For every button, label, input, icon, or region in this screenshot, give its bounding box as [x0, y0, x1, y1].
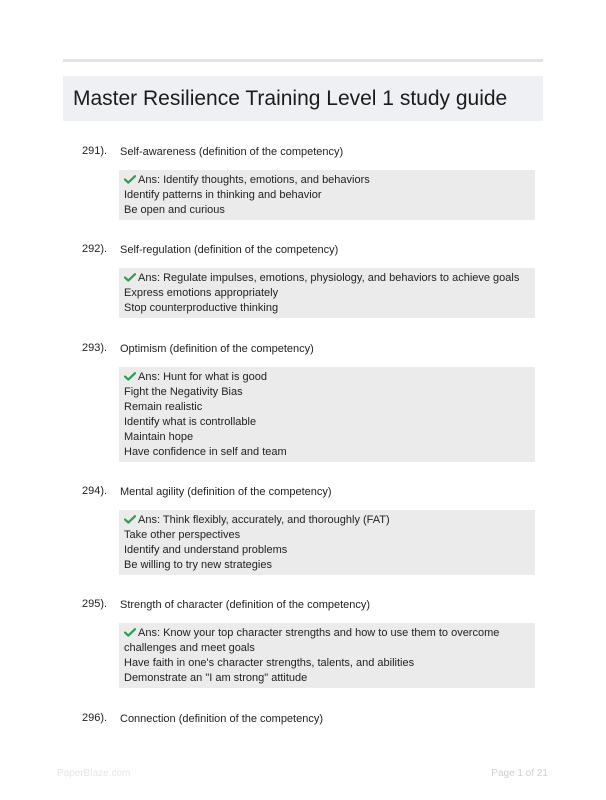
answer-prefix: Ans:: [138, 371, 164, 383]
title-bar: [63, 76, 543, 121]
answer-line: Stop counterproductive thinking: [124, 302, 279, 314]
answer-box: [119, 367, 535, 462]
page-title: Master Resilience Training Level 1 study guide: [73, 86, 508, 110]
question-text: Self-regulation (definition of the competency): [120, 244, 339, 256]
answer-box: [119, 170, 535, 220]
answer-line: Fight the Negativity Bias: [124, 386, 243, 398]
check-icon: [124, 273, 136, 282]
answer-text: Identify thoughts, emotions, and behaviors: [163, 174, 370, 186]
question-number: 292).: [82, 243, 108, 255]
answer-line: Maintain hope: [124, 431, 194, 443]
answer-box: [119, 268, 535, 318]
answer-line: Remain realistic: [124, 401, 203, 413]
question-number: 293).: [82, 342, 108, 354]
answer-line: Identify what is controllable: [124, 416, 257, 428]
question-number: 295).: [82, 598, 108, 610]
answer-text: Know your top character strengths and how to use them to overcome: [163, 627, 500, 639]
answer-line: Be open and curious: [124, 204, 225, 216]
answer-line: Have faith in one's character strengths, talents, and abilities: [124, 657, 415, 669]
answer-line: [124, 173, 535, 188]
question-number: 296).: [82, 712, 108, 724]
check-icon: [124, 628, 136, 637]
check-icon: [124, 372, 136, 381]
question-text: Self-awareness (definition of the competency): [120, 146, 344, 158]
answer-line: Demonstrate an "I am strong" attitude: [124, 672, 308, 684]
answer-text: Hunt for what is good: [163, 371, 268, 383]
question-number: 294).: [82, 485, 108, 497]
question-text: Optimism (definition of the competency): [120, 343, 314, 355]
answer-line: [124, 513, 535, 528]
question-number: 291).: [82, 145, 108, 157]
answer-box: [119, 510, 535, 575]
answer-line: Identify patterns in thinking and behavior: [124, 189, 322, 201]
check-icon: [124, 175, 136, 184]
top-divider: [63, 59, 543, 62]
answer-prefix: Ans:: [138, 174, 164, 186]
answer-line: Express emotions appropriately: [124, 287, 279, 299]
answer-line: [124, 271, 535, 286]
answer-box: [119, 623, 535, 688]
answer-text: Regulate impulses, emotions, physiology, and behaviors to achieve goals: [163, 272, 520, 284]
answer-line: Identify and understand problems: [124, 544, 288, 556]
answer-line: [124, 626, 535, 641]
question-text: Strength of character (definition of the competency): [120, 599, 371, 611]
answer-line: Have confidence in self and team: [124, 446, 287, 458]
answer-prefix: Ans:: [138, 627, 164, 639]
answer-prefix: Ans:: [138, 272, 164, 284]
answer-line: Be willing to try new strategies: [124, 559, 272, 571]
question-text: Connection (definition of the competency): [120, 713, 324, 725]
answer-line: challenges and meet goals: [124, 642, 255, 654]
footer-site-watermark: PaperBlaze.com: [57, 768, 131, 779]
answer-line: Take other perspectives: [124, 529, 241, 541]
page-number: Page 1 of 21: [491, 768, 548, 779]
answer-line: [124, 370, 535, 385]
check-icon: [124, 515, 136, 524]
question-text: Mental agility (definition of the competency): [120, 486, 332, 498]
answer-prefix: Ans:: [138, 514, 163, 526]
answer-text: Think flexibly, accurately, and thoroughly (FAT): [162, 514, 390, 526]
